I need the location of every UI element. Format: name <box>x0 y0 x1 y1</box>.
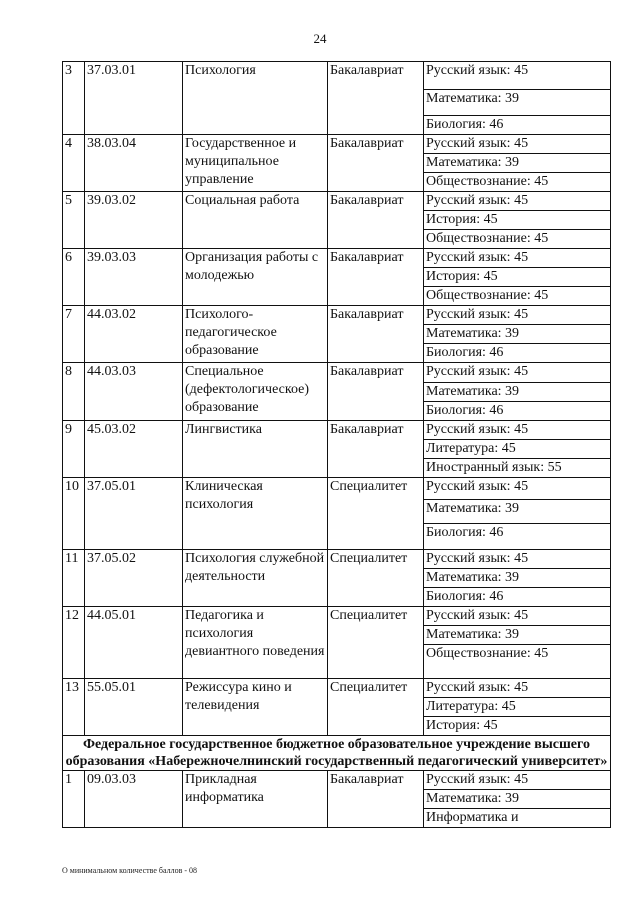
programs-before-heading <box>63 62 611 736</box>
table-row <box>63 478 611 500</box>
row-number: 6 <box>63 249 85 306</box>
program-code: 39.03.02 <box>85 192 183 249</box>
subject-min-score: Математика: 39 <box>424 569 611 588</box>
row-number: 10 <box>63 478 85 550</box>
subject-min-score: Биология: 46 <box>424 402 611 421</box>
subject-min-score: Биология: 46 <box>424 524 611 550</box>
row-number: 7 <box>63 306 85 363</box>
subject-min-score: Русский язык: 45 <box>424 421 611 440</box>
subject-min-score: История: 45 <box>424 717 611 736</box>
program-name: Организация работы с молодежью <box>183 249 328 306</box>
program-name: Психология служебной деятельности <box>183 550 328 607</box>
subject-min-score: Обществознание: 45 <box>424 173 611 192</box>
row-number: 13 <box>63 679 85 736</box>
subject-min-score: Русский язык: 45 <box>424 363 611 383</box>
subject-min-score: История: 45 <box>424 268 611 287</box>
subject-min-score: Математика: 39 <box>424 90 611 116</box>
program-name: Психолого-педагогическое образование <box>183 306 328 363</box>
subject-min-score: Обществознание: 45 <box>424 645 611 679</box>
programs-after-heading <box>63 771 611 828</box>
subject-min-score: Литература: 45 <box>424 440 611 459</box>
education-level: Специалитет <box>328 607 424 679</box>
row-number: 3 <box>63 62 85 135</box>
program-code: 38.03.04 <box>85 135 183 192</box>
program-name: Клиническая психология <box>183 478 328 550</box>
row-number: 1 <box>63 771 85 828</box>
table-row <box>63 679 611 698</box>
education-level: Бакалавриат <box>328 306 424 363</box>
education-level: Бакалавриат <box>328 135 424 192</box>
subject-min-score: Биология: 46 <box>424 344 611 363</box>
program-name: Государственное и муниципальное управление <box>183 135 328 192</box>
subject-min-score: Информатика и <box>424 809 611 828</box>
education-level: Бакалавриат <box>328 771 424 828</box>
education-level: Бакалавриат <box>328 421 424 478</box>
program-name: Лингвистика <box>183 421 328 478</box>
education-level: Бакалавриат <box>328 249 424 306</box>
organization-heading-row <box>63 736 611 771</box>
program-name: Прикладная информатика <box>183 771 328 828</box>
table-row <box>63 550 611 569</box>
organization-heading: Федеральное государственное бюджетное образовательное учреждение высшего образования «Набережночелнинский государственный педагогический университет» <box>63 736 611 771</box>
subject-min-score: Русский язык: 45 <box>424 478 611 500</box>
row-number: 9 <box>63 421 85 478</box>
education-level: Бакалавриат <box>328 363 424 421</box>
subject-min-score: Математика: 39 <box>424 154 611 173</box>
program-code: 37.03.01 <box>85 62 183 135</box>
subject-min-score: Русский язык: 45 <box>424 550 611 569</box>
subject-min-score: Математика: 39 <box>424 790 611 809</box>
subject-min-score: Русский язык: 45 <box>424 62 611 90</box>
subject-min-score: Биология: 46 <box>424 588 611 607</box>
subject-min-score: История: 45 <box>424 211 611 230</box>
subject-min-score: Математика: 39 <box>424 500 611 524</box>
row-number: 4 <box>63 135 85 192</box>
education-level: Специалитет <box>328 550 424 607</box>
program-code: 37.05.02 <box>85 550 183 607</box>
footer-note: О минимальном количестве баллов - 08 <box>62 866 198 875</box>
education-level: Специалитет <box>328 679 424 736</box>
subject-min-score: Русский язык: 45 <box>424 135 611 154</box>
program-code: 39.03.03 <box>85 249 183 306</box>
row-number: 11 <box>63 550 85 607</box>
subject-min-score: Русский язык: 45 <box>424 679 611 698</box>
table-row <box>63 363 611 383</box>
subject-min-score: Математика: 39 <box>424 383 611 402</box>
subject-min-score: Математика: 39 <box>424 325 611 344</box>
subject-min-score: Русский язык: 45 <box>424 771 611 790</box>
education-level: Специалитет <box>328 478 424 550</box>
program-name: Специальное (дефектологическое) образование <box>183 363 328 421</box>
table-row <box>63 192 611 211</box>
education-level: Бакалавриат <box>328 192 424 249</box>
minimum-scores-table <box>62 61 611 828</box>
program-code: 44.05.01 <box>85 607 183 679</box>
program-code: 09.03.03 <box>85 771 183 828</box>
program-name: Режиссура кино и телевидения <box>183 679 328 736</box>
page-number: 24 <box>313 31 327 46</box>
program-code: 45.03.02 <box>85 421 183 478</box>
subject-min-score: Русский язык: 45 <box>424 192 611 211</box>
subject-min-score: Иностранный язык: 55 <box>424 459 611 478</box>
row-number: 5 <box>63 192 85 249</box>
program-code: 55.05.01 <box>85 679 183 736</box>
program-code: 37.05.01 <box>85 478 183 550</box>
subject-min-score: Обществознание: 45 <box>424 287 611 306</box>
subject-min-score: Русский язык: 45 <box>424 249 611 268</box>
program-name: Педагогика и психология девиантного поведения <box>183 607 328 679</box>
row-number: 8 <box>63 363 85 421</box>
subject-min-score: Математика: 39 <box>424 626 611 645</box>
subject-min-score: Русский язык: 45 <box>424 306 611 325</box>
subject-min-score: Русский язык: 45 <box>424 607 611 626</box>
table-row <box>63 249 611 268</box>
subject-min-score: Обществознание: 45 <box>424 230 611 249</box>
education-level: Бакалавриат <box>328 62 424 135</box>
table-row <box>63 135 611 154</box>
table-row <box>63 771 611 790</box>
program-code: 44.03.02 <box>85 306 183 363</box>
table-row <box>63 62 611 90</box>
table-row <box>63 607 611 626</box>
table-row <box>63 306 611 325</box>
program-code: 44.03.03 <box>85 363 183 421</box>
row-number: 12 <box>63 607 85 679</box>
organization-section <box>63 736 611 771</box>
program-name: Психология <box>183 62 328 135</box>
subject-min-score: Биология: 46 <box>424 116 611 135</box>
subject-min-score: Литература: 45 <box>424 698 611 717</box>
program-name: Социальная работа <box>183 192 328 249</box>
table-row <box>63 421 611 440</box>
